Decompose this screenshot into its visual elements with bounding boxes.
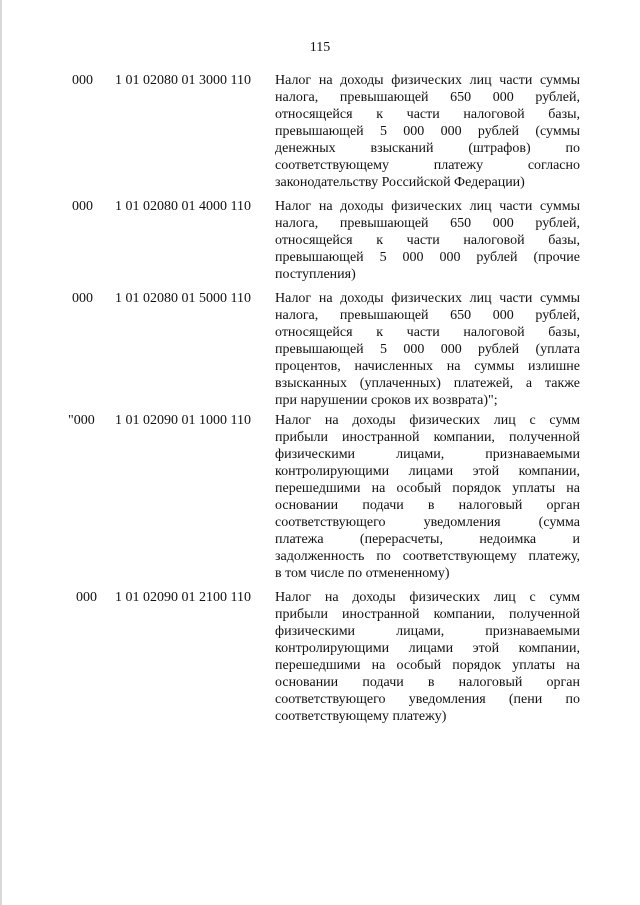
- description-line: процентов, начисленных на суммы излишне: [275, 359, 580, 374]
- description-line: налога, превышающей 650 000 рублей,: [275, 216, 580, 231]
- budget-classification-code: 1 01 02080 01 5000 110: [115, 291, 251, 306]
- description-line: соответствующего уведомления (пени по: [275, 692, 580, 707]
- budget-classification-code: 1 01 02090 01 1000 110: [115, 413, 251, 428]
- description-line: контролирующими лицами этой компании,: [275, 464, 580, 479]
- budget-classification-code: 1 01 02080 01 4000 110: [115, 199, 251, 214]
- table-row: [0, 589, 640, 725]
- description-line: задолженность по соответствующему платежу,: [275, 549, 580, 564]
- description-line: денежных взысканий (штрафов) по: [275, 141, 580, 156]
- description-line: физическими лицами, признаваемыми: [275, 447, 580, 462]
- admin-code: "000: [68, 413, 95, 428]
- description-line: превышающей 5 000 000 рублей (суммы: [275, 124, 580, 139]
- admin-code: 000: [72, 199, 93, 214]
- budget-classification-code: 1 01 02080 01 3000 110: [115, 73, 251, 88]
- admin-code: 000: [76, 590, 97, 605]
- table-row: [0, 290, 640, 409]
- table-row: [0, 412, 640, 582]
- table-row: [0, 72, 640, 191]
- description-line: контролирующими лицами этой компании,: [275, 641, 580, 656]
- table-row: [0, 198, 640, 283]
- description-line: соответствующему платежу): [275, 709, 447, 724]
- description-line: Налог на доходы физических лиц с сумм: [275, 590, 580, 605]
- admin-code: 000: [72, 73, 93, 88]
- description-line: основании подачи в налоговый орган: [275, 675, 580, 690]
- description-line: превышающей 5 000 000 рублей (прочие: [275, 250, 580, 265]
- description-line: платежа (перерасчеты, недоимка и: [275, 532, 580, 547]
- description-line: поступления): [275, 267, 356, 282]
- row-description: [275, 290, 580, 409]
- description-line: Налог на доходы физических лиц части суммы: [275, 199, 580, 214]
- row-description: [275, 198, 580, 283]
- description-line: налога, превышающей 650 000 рублей,: [275, 90, 580, 105]
- admin-code: 000: [72, 291, 93, 306]
- description-line: физическими лицами, признаваемыми: [275, 624, 580, 639]
- budget-classification-code: 1 01 02090 01 2100 110: [115, 590, 251, 605]
- description-line: относящейся к части налоговой базы,: [275, 107, 580, 122]
- description-line: налога, превышающей 650 000 рублей,: [275, 308, 580, 323]
- description-line: относящейся к части налоговой базы,: [275, 325, 580, 340]
- row-description: [275, 589, 580, 725]
- row-description: [275, 412, 580, 582]
- description-line: прибыли иностранной компании, полученной: [275, 430, 580, 445]
- description-line: взысканных (уплаченных) платежей, а также: [275, 376, 580, 391]
- description-line: превышающей 5 000 000 рублей (уплата: [275, 342, 580, 357]
- description-line: в том числе по отмененному): [275, 566, 450, 581]
- description-line: прибыли иностранной компании, полученной: [275, 607, 580, 622]
- description-line: Налог на доходы физических лиц части суммы: [275, 73, 580, 88]
- description-line: Налог на доходы физических лиц с сумм: [275, 413, 580, 428]
- description-line: основании подачи в налоговый орган: [275, 498, 580, 513]
- row-description: [275, 72, 580, 191]
- description-line: при нарушении сроков их возврата)";: [275, 393, 498, 408]
- description-line: Налог на доходы физических лиц части суммы: [275, 291, 580, 306]
- description-line: относящейся к части налоговой базы,: [275, 233, 580, 248]
- description-line: соответствующему платежу согласно: [275, 158, 580, 173]
- description-line: перешедшими на особый порядок уплаты на: [275, 658, 580, 673]
- page-number: 115: [309, 40, 331, 55]
- kbk-table: [0, 72, 640, 725]
- description-line: законодательству Российской Федерации): [275, 175, 525, 190]
- description-line: перешедшими на особый порядок уплаты на: [275, 481, 580, 496]
- description-line: соответствующего уведомления (сумма: [275, 515, 580, 530]
